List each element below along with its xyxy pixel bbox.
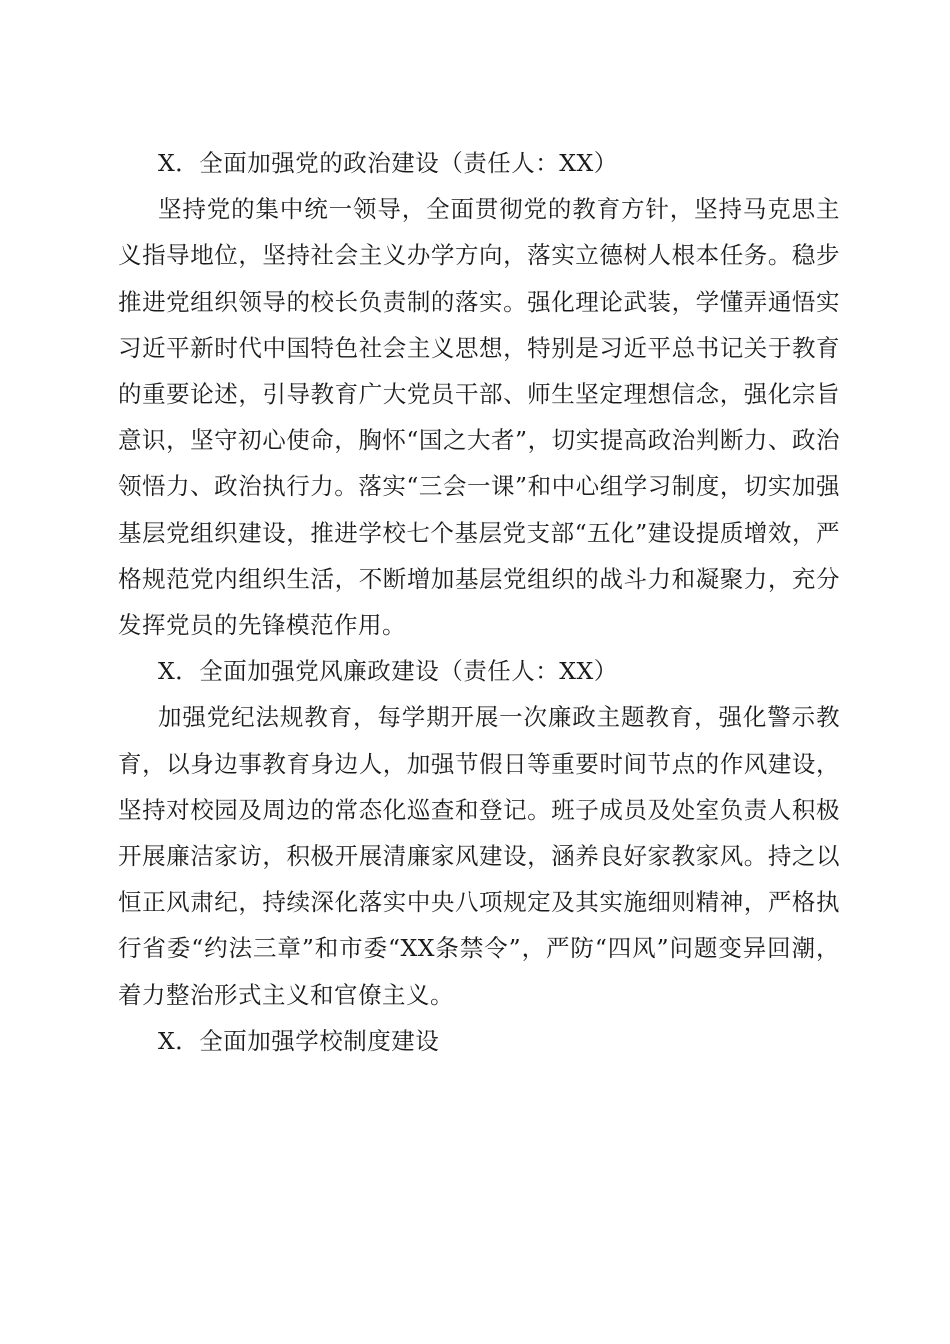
- section-heading-political: X．全面加强党的政治建设（责任人：XX）: [158, 149, 618, 177]
- section-heading-system: X．全面加强学校制度建设: [158, 1026, 440, 1055]
- section-body-integrity: 加强党纪法规教育，每学期开展一次廉政主题教育，强化警示教育，以身边事教育身边人，加强节假日等重要时间节点的作风建设，坚持对校园及周边的常态化巡查和登记。班子成员及处室负责人积极开展廉洁家访，积极开展清廉家风建设，涵养良好家教家风。持之以恒正风肃纪，持续深化落实中央八项规定及其实施细则精神，严格执行省委“约法三章”和市委“XX条禁令”，严防“四风”问题变异回潮，着力整治形式主义和官僚主义。: [118, 703, 840, 1009]
- section-body-political: 坚持党的集中统一领导，全面贯彻党的教育方针，坚持马克思主义指导地位，坚持社会主义办学方向，落实立德树人根本任务。稳步推进党组织领导的校长负责制的落实。强化理论武装，学懂弄通悟实习近平新时代中国特色社会主义思想，特别是习近平总书记关于教育的重要论述，引导教育广大党员干部、师生坚定理想信念，强化宗旨意识，坚守初心使命，胸怀“国之大者”，切实提高政治判断力、政治领悟力、政治执行力。落实“三会一课”和中心组学习制度，切实加强基层党组织建设，推进学校七个基层党支部“五化”建设提质增效，严格规范党内组织生活，不断增加基层党组织的战斗力和凝聚力，充分发挥党员的先锋模范作用。: [118, 195, 840, 640]
- document-body: [118, 140, 840, 1064]
- section-heading-integrity: X．全面加强党风廉政建设（责任人：XX）: [158, 657, 618, 686]
